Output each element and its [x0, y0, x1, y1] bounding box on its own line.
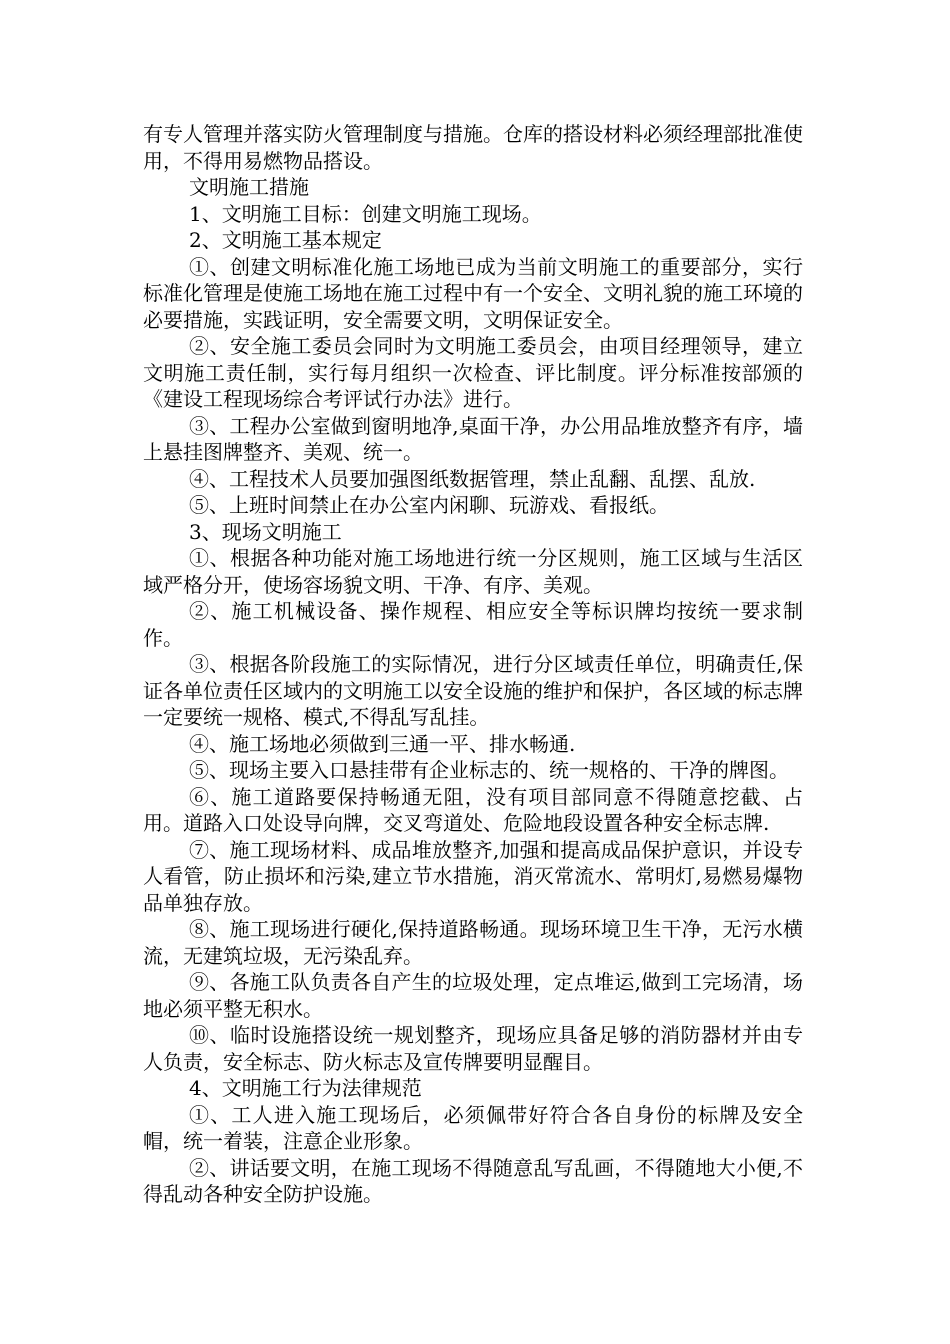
document-paragraph: ③、根据各阶段施工的实际情况，进行分区域责任单位，明确责任,保证各单位责任区域内的文明施工以安全设施的维护和保护，各区域的标志牌一定要统一规格、模式,不得乱写乱挂。 — [143, 652, 803, 729]
document-paragraph: ⑩、临时设施搭设统一规划整齐，现场应具备足够的消防器材并由专人负责，安全标志、防火标志及宣传牌要明显醒目。 — [143, 1023, 803, 1074]
document-paragraph: ⑧、施工现场进行硬化,保持道路畅通。现场环境卫生干净，无污水横流，无建筑垃圾，无污染乱弃。 — [143, 917, 803, 968]
document-paragraph: ①、根据各种功能对施工场地进行统一分区规则，施工区域与生活区域严格分开，使场容场貌文明、干净、有序、美观。 — [143, 546, 803, 597]
document-paragraph: ①、创建文明标准化施工场地已成为当前文明施工的重要部分，实行标准化管理是使施工场地在施工过程中有一个安全、文明礼貌的施工环境的必要措施，实践证明，安全需要文明，文明保证安全。 — [143, 254, 803, 332]
document-paragraph: 有专人管理并落实防火管理制度与措施。仓库的搭设材料必须经理部批准使用，不得用易燃物品搭设。 — [143, 122, 803, 173]
document-paragraph: ⑦、施工现场材料、成品堆放整齐,加强和提高成品保护意识，并设专人看管，防止损坏和污染,建立节水措施，消灭常流水、常明灯,易燃易爆物品单独存放。 — [143, 837, 803, 915]
document-paragraph: 3、现场文明施工 — [189, 519, 342, 544]
document-body — [143, 121, 803, 1208]
document-paragraph: ②、安全施工委员会同时为文明施工委员会，由项目经理领导，建立文明施工责任制，实行每月组织一次检查、评比制度。评分标准按部颁的《建设工程现场综合考评试行办法》进行。 — [143, 334, 803, 411]
document-paragraph: ②、讲话要文明，在施工现场不得随意乱写乱画，不得随地大小便,不得乱动各种安全防护设施。 — [143, 1155, 803, 1206]
document-paragraph: ②、施工机械设备、操作规程、相应安全等标识牌均按统一要求制作。 — [143, 599, 803, 650]
document-paragraph: ④、施工场地必须做到三通一平、排水畅通. — [189, 731, 576, 756]
document-paragraph: 文明施工措施 — [189, 175, 309, 199]
document-paragraph: ⑤、上班时间禁止在办公室内闲聊、玩游戏、看报纸。 — [189, 493, 669, 517]
document-paragraph: ①、工人进入施工现场后，必须佩带好符合各自身份的标牌及安全帽，统一着装，注意企业形象。 — [143, 1102, 803, 1153]
document-paragraph: 2、文明施工基本规定 — [189, 228, 382, 252]
document-paragraph: 1、文明施工目标：创建文明施工现场。 — [189, 201, 542, 226]
document-paragraph: ⑤、现场主要入口悬挂带有企业标志的、统一规格的、干净的牌图。 — [189, 758, 789, 782]
document-paragraph: 4、文明施工行为法律规范 — [189, 1076, 422, 1100]
document-paragraph: ④、工程技术人员要加强图纸数据管理，禁止乱翻、乱摆、乱放. — [189, 466, 756, 491]
document-paragraph: ③、工程办公室做到窗明地净,桌面干净，办公用品堆放整齐有序，墙上悬挂图牌整齐、美观、统一。 — [143, 413, 803, 464]
document-paragraph: ⑥、施工道路要保持畅通无阻，没有项目部同意不得随意挖截、占用。道路入口处设导向牌，交叉弯道处、危险地段设置各种安全标志牌. — [143, 784, 803, 835]
document-paragraph: ⑨、各施工队负责各自产生的垃圾处理，定点堆运,做到工完场清，场地必须平整无积水。 — [143, 970, 803, 1021]
